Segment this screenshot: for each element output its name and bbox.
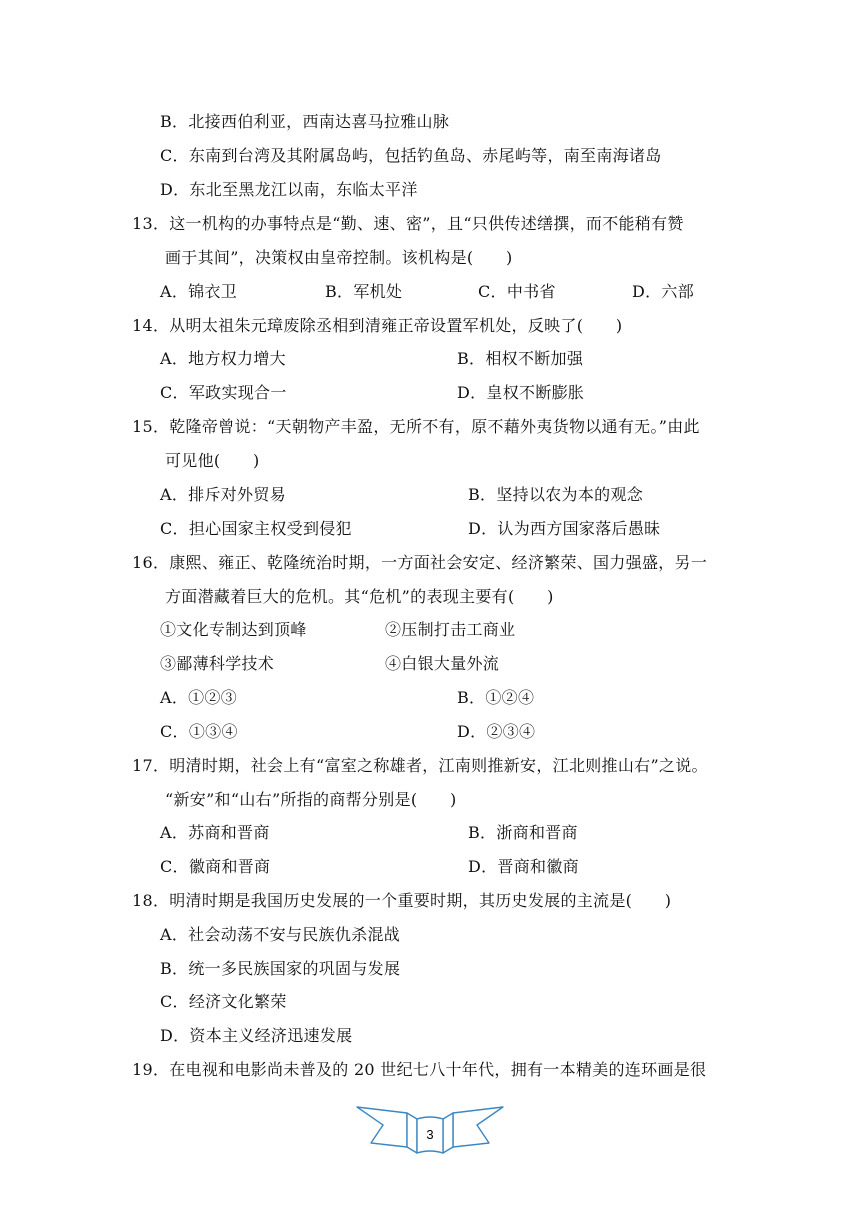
- q17-option-a: A．苏商和晋商: [160, 823, 270, 842]
- q17-stem-line1: 17．明清时期，社会上有“富室之称雄者，江南则推新安，江北则推山右”之说。: [132, 756, 708, 775]
- q13-stem-line1: 13．这一机构的办事特点是“勤、速、密”，且“只供传述缮撰，而不能稍有赞: [132, 214, 684, 233]
- q19-stem-line1: 19．在电视和电影尚未普及的 20 世纪七八十年代，拥有一本精美的连环画是很: [132, 1060, 707, 1079]
- q15-option-d: D．认为西方国家落后愚昧: [468, 519, 661, 538]
- q13-option-a: A．锦衣卫: [160, 282, 238, 301]
- q16-option-c: C．①③④: [160, 722, 238, 741]
- q14-option-d: D．皇权不断膨胀: [457, 383, 585, 402]
- q13-stem-line2: 画于其间”，决策权由皇帝控制。该机构是( ): [165, 248, 513, 267]
- q18-option-a: A．社会动荡不安与民族仇杀混战: [160, 925, 401, 944]
- q18-stem: 18．明清时期是我国历史发展的一个重要时期，其历史发展的主流是( ): [132, 891, 672, 910]
- q15-stem-line1: 15．乾隆帝曾说：“天朝物产丰盈，无所不有，原不藉外夷货物以通有无。”由此: [132, 417, 700, 436]
- q14-stem: 14．从明太祖朱元璋废除丞相到清雍正帝设置军机处，反映了( ): [132, 316, 623, 335]
- q13-option-d: D．六部: [632, 282, 695, 301]
- q16-statement-1: ①文化专制达到顶峰: [160, 620, 307, 639]
- q16-stem-line2: 方面潜藏着巨大的危机。其“危机”的表现主要有( ): [165, 587, 554, 606]
- q14-option-b: B．相权不断加强: [457, 349, 584, 368]
- q17-stem-line2: “新安”和“山右”所指的商帮分别是( ): [165, 790, 457, 809]
- q14-option-a: A．地方权力增大: [160, 349, 286, 368]
- q17-option-b: B．浙商和晋商: [468, 823, 578, 842]
- q15-option-b: B．坚持以农为本的观念: [468, 485, 644, 504]
- q13-option-c: C．中书省: [478, 282, 556, 301]
- q14-option-c: C．军政实现合一: [160, 383, 287, 402]
- q16-option-b: B．①②④: [457, 688, 535, 707]
- q13-option-b: B．军机处: [325, 282, 403, 301]
- q16-statement-4: ④白银大量外流: [385, 654, 500, 673]
- q15-option-c: C．担心国家主权受到侵犯: [160, 519, 352, 538]
- q18-option-b: B．统一多民族国家的巩固与发展: [160, 959, 401, 978]
- q16-statement-2: ②压制打击工商业: [385, 620, 516, 639]
- q18-option-c: C．经济文化繁荣: [160, 992, 287, 1011]
- q12-option-d: D．东北至黑龙江以南，东临太平洋: [160, 180, 418, 199]
- q16-option-a: A．①②③: [160, 688, 238, 707]
- q17-option-c: C．徽商和晋商: [160, 857, 271, 876]
- q16-option-d: D．②③④: [457, 722, 536, 741]
- q17-option-d: D．晋商和徽商: [468, 857, 579, 876]
- q15-option-a: A．排斥对外贸易: [160, 485, 286, 504]
- q16-stem-line1: 16．康熙、雍正、乾隆统治时期，一方面社会安定、经济繁荣、国力强盛，另一: [132, 553, 708, 572]
- q12-option-c: C．东南到台湾及其附属岛屿，包括钓鱼岛、赤尾屿等，南至南海诸岛: [160, 146, 662, 165]
- q16-statement-3: ③鄙薄科学技术: [160, 654, 275, 673]
- q12-option-b: B．北接西伯利亚，西南达喜马拉雅山脉: [160, 112, 450, 131]
- page-number: 3: [426, 1127, 434, 1142]
- page-number-ribbon: [355, 1103, 505, 1165]
- q18-option-d: D．资本主义经济迅速发展: [160, 1026, 353, 1045]
- q15-stem-line2: 可见他( ): [165, 451, 260, 470]
